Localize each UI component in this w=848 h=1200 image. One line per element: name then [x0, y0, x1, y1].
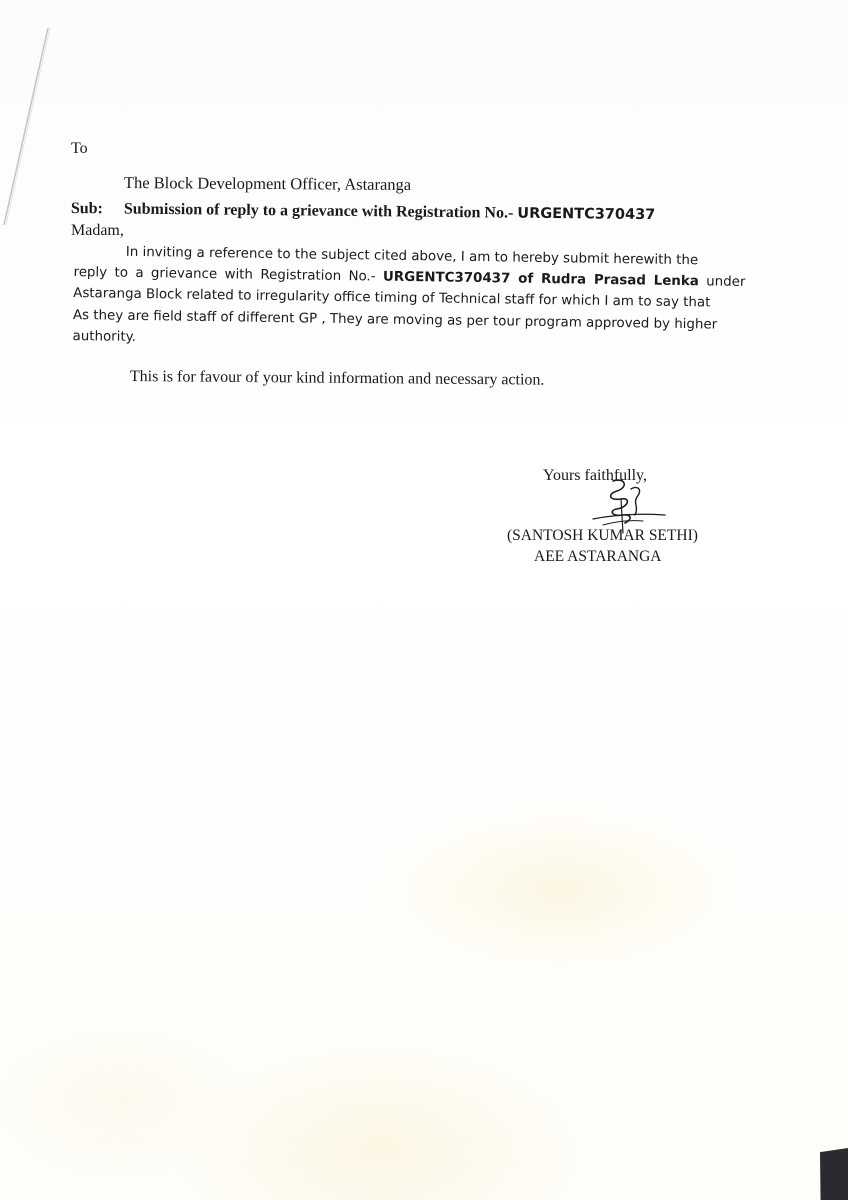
- scan-corner-shadow: [820, 1148, 848, 1200]
- subject-line: [71, 200, 656, 224]
- subject-text: Submission of reply to a grievance with Registration No.-: [123, 200, 514, 222]
- body-line-2-end: under: [706, 274, 746, 291]
- subject-registration-number: URGENTC370437: [517, 205, 656, 224]
- signer-name: (SANTOSH KUMAR SETHI): [507, 527, 698, 544]
- body-paragraph: [72, 241, 745, 357]
- body-line-2-start: reply to a grievance with Registration No.-: [73, 265, 376, 285]
- paper-fold-line: [0, 0, 100, 230]
- body-line-4: As they are field staff of different GP , They are moving as per tour program approved by higher: [72, 307, 718, 333]
- recipient-to-label: To: [71, 140, 88, 157]
- body-line-3: Astaranga Block related to irregularity office timing of Technical staff for which I am to say that: [73, 286, 711, 311]
- subject-label: Sub:: [70, 200, 104, 218]
- complimentary-close: Yours faithfully,: [543, 467, 648, 484]
- recipient-addressee: The Block Development Officer, Astaranga: [123, 173, 412, 195]
- closing-note: This is for favour of your kind information and necessary action.: [129, 368, 545, 389]
- body-line-1: In inviting a reference to the subject cited above, I am to hereby submit herewith the: [125, 244, 699, 269]
- signer-designation: AEE ASTARANGA: [534, 548, 662, 565]
- salutation: Madam,: [71, 222, 124, 239]
- body-line-2-bold: URGENTC370437 of Rudra Prasad Lenka: [382, 269, 699, 290]
- body-line-5: authority.: [72, 328, 137, 345]
